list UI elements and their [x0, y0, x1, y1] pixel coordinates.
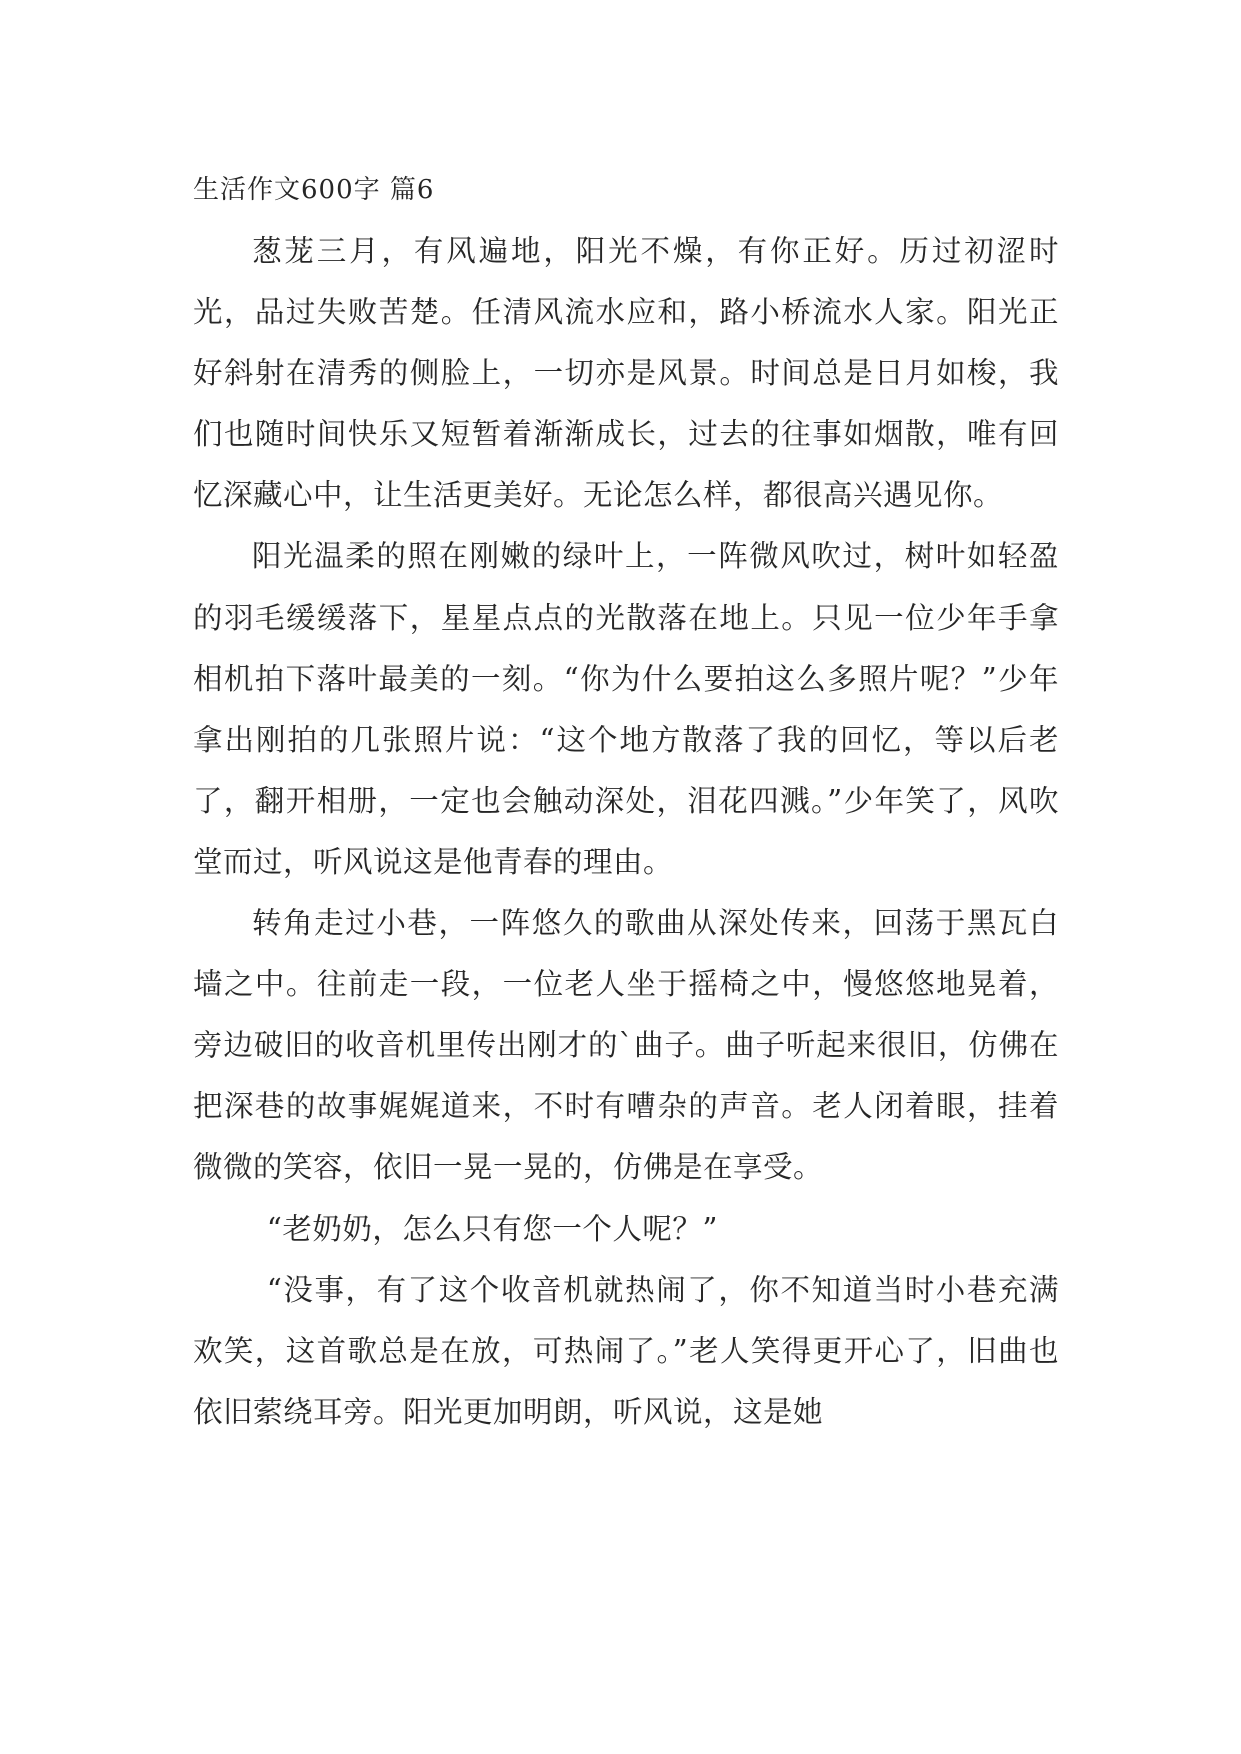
- paragraph-1: 葱茏三月，有风遍地，阳光不燥，有你正好。历过初涩时光，品过失败苦楚。任清风流水应和，路小桥流水人家。阳光正好斜射在清秀的侧脸上，一切亦是风景。时间总是日月如梭，我们也随时间快乐又短暂着渐渐成长，过去的往事如烟散，唯有回忆深藏心中，让生活更美好。无论怎么样，都很高兴遇见你。: [193, 234, 1059, 513]
- paragraph-4: “老奶奶，怎么只有您一个人呢？”: [266, 1211, 718, 1246]
- paragraph-3: 转角走过小巷，一阵悠久的歌曲从深处传来，回荡于黑瓦白墙之中。往前走一段，一位老人坐于摇椅之中，慢悠悠地晃着，旁边破旧的收音机里传出刚才的`曲子。曲子听起来很旧，仿佛在把深巷的故事娓娓道来，不时有嘈杂的声音。老人闭着眼，挂着微微的笑容，依旧一晃一晃的，仿佛是在享受。: [193, 906, 1059, 1185]
- paragraph-5: “没事，有了这个收音机就热闹了，你不知道当时小巷充满欢笑，这首歌总是在放，可热闹了。”老人笑得更开心了，旧曲也依旧萦绕耳旁。阳光更加明朗，听风说，这是她: [193, 1272, 1059, 1429]
- document-title: 生活作文600字 篇6: [193, 175, 435, 205]
- paragraph-2: 阳光温柔的照在刚嫩的绿叶上，一阵微风吹过，树叶如轻盈的羽毛缓缓落下，星星点点的光散落在地上。只见一位少年手拿相机拍下落叶最美的一刻。“你为什么要拍这么多照片呢？”少年拿出刚拍的几张照片说：“这个地方散落了我的回忆，等以后老了，翻开相册，一定也会触动深处，泪花四溅。”少年笑了，风吹堂而过，听风说这是他青春的理由。: [193, 539, 1059, 879]
- document-page: [193, 160, 1059, 1443]
